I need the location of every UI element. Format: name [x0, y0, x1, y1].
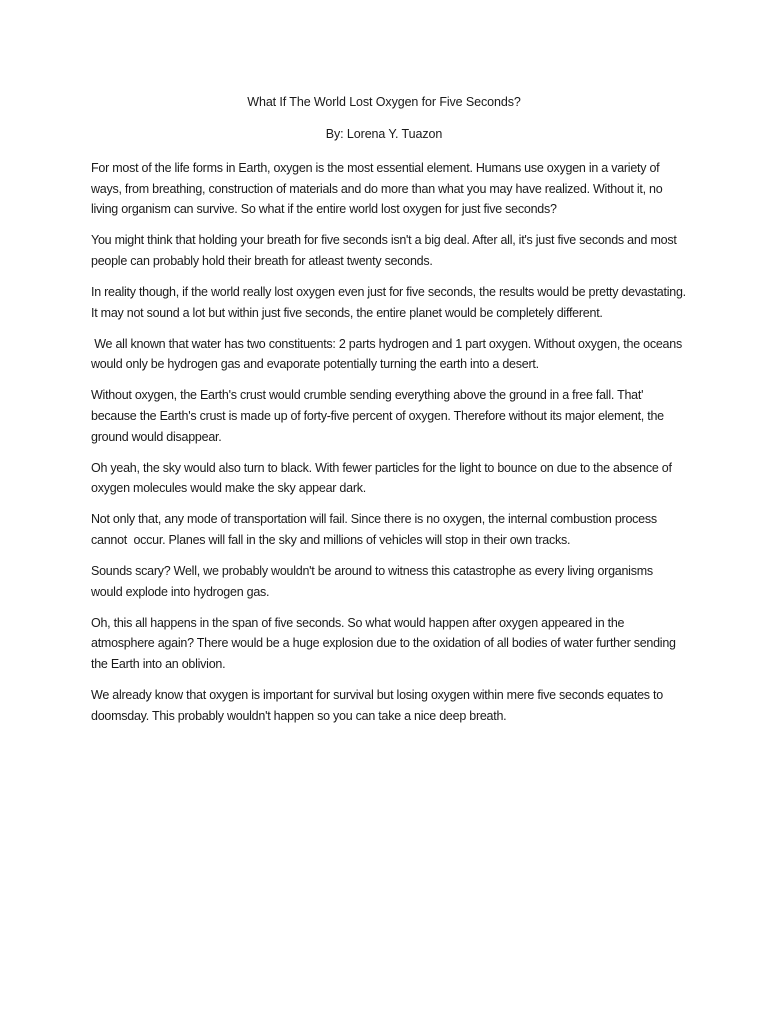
paragraph: Oh, this all happens in the span of five seconds. So what would happen after oxygen appeared in the atmosphere again? There would be a huge explosion due to the oxidation of all bodies of water further sending the Earth into an oblivion.	[91, 615, 676, 671]
paragraph: For most of the life forms in Earth, oxygen is the most essential element. Humans use oxygen in a variety of ways, from breathing, construction of materials and do more than what you may have realized. Without it, no living organism can survive. So what if the entire world lost oxygen for just five seconds?	[91, 161, 663, 217]
paragraph: We all known that water has two constituents: 2 parts hydrogen and 1 part oxygen. Without oxygen, the oceans would only be hydrogen gas and evaporate potentially turning the earth into a desert.	[91, 336, 686, 372]
document-byline: By: Lorena Y. Tuazon	[325, 127, 443, 141]
paragraph: We already know that oxygen is important for survival but losing oxygen within mere five seconds equates to doomsday. This probably wouldn't happen so you can take a nice deep breath.	[91, 687, 663, 723]
paragraph: Not only that, any mode of transportation will fail. Since there is no oxygen, the internal combustion process cannot occur. Planes will fall in the sky and millions of vehicles will stop in their own tracks.	[91, 512, 661, 547]
paragraph: Oh yeah, the sky would also turn to black. With fewer particles for the light to bounce on due to the absence of oxygen molecules would make the sky appear dark.	[91, 460, 672, 496]
document-title: What If The World Lost Oxygen for Five Seconds?	[247, 95, 521, 109]
paragraph: Sounds scary? Well, we probably wouldn't be around to witness this catastrophe as every living organisms would explode into hydrogen gas.	[91, 564, 653, 599]
paragraph: In reality though, if the world really lost oxygen even just for five seconds, the results would be pretty devastating. It may not sound a lot but within just five seconds, the entire planet would be completely different.	[91, 284, 686, 320]
paragraph: Without oxygen, the Earth's crust would crumble sending everything above the ground in a free fall. That' because the Earth's crust is made up of forty-five percent of oxygen. Therefore without its major element, the ground would disappear.	[91, 388, 664, 444]
paragraph: You might think that holding your breath for five seconds isn't a big deal. After all, it's just five seconds and most people can probably hold their breath for atleast twenty seconds.	[91, 233, 677, 268]
document-body	[91, 158, 686, 737]
